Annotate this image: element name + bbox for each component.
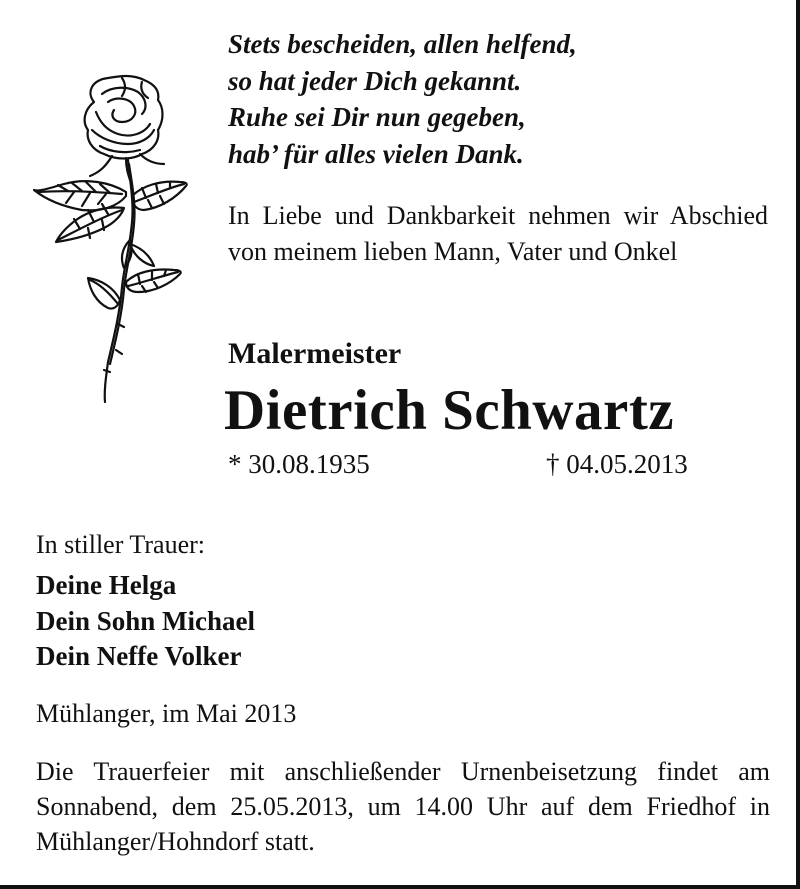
rose-icon xyxy=(30,72,190,407)
intro-text: In Liebe und Dankbarkeit nehmen wir Abschied von meinem lieben Mann, Vater und Onkel xyxy=(228,201,768,266)
verse-line-4: hab’ für alles vielen Dank. xyxy=(228,138,524,169)
mourner-name: Dein Neffe Volker xyxy=(36,641,242,671)
funeral-notice: Die Trauerfeier mit anschließender Urnenbeisetzung findet am Sonnabend, dem 25.05.2013, um 14.00 Uhr auf dem Friedhof in Mühlanger/Hohndorf statt. xyxy=(36,757,770,856)
mourning-label: In stiller Trauer: xyxy=(36,530,205,559)
deceased-title: Malermeister xyxy=(228,337,402,370)
verse-line-3: Ruhe sei Dir nun gegeben, xyxy=(228,102,526,132)
mourner-name: Deine Helga xyxy=(36,570,177,600)
deceased-name: Dietrich Schwartz xyxy=(224,379,675,442)
verse-line-2: so hat jeder Dich gekannt. xyxy=(228,65,522,96)
mourners-list xyxy=(36,568,255,675)
place-date: Mühlanger, im Mai 2013 xyxy=(36,699,297,728)
memorial-verse xyxy=(228,26,648,172)
birth-date: * 30.08.1935 xyxy=(228,449,370,479)
mourner-name: Dein Sohn Michael xyxy=(36,605,256,636)
death-date: † 04.05.2013 xyxy=(546,449,688,479)
verse-line-1: Stets bescheiden, allen helfend, xyxy=(228,29,577,59)
